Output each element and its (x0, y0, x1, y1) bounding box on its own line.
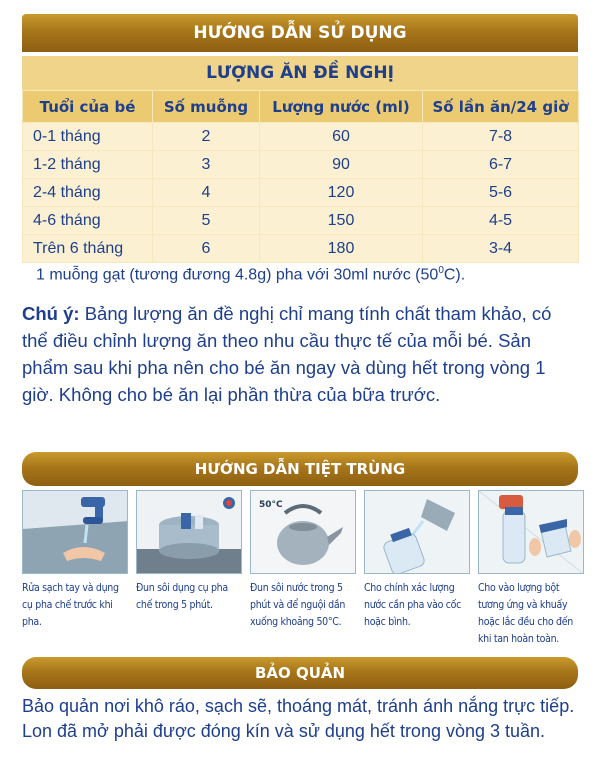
cell-scoops: 6 (153, 235, 260, 263)
step-2-text: Đun sôi dụng cụ pha chế trong 5 phút. (136, 582, 228, 611)
shake-bottle-illustration (478, 490, 584, 574)
hand-washing-illustration (22, 490, 128, 574)
cell-scoops: 2 (153, 123, 260, 151)
table-row (23, 235, 579, 263)
kettle-illustration (250, 490, 356, 574)
cell-water: 150 (260, 207, 423, 235)
caution-label: Chú ý: (22, 303, 80, 324)
cell-feeds: 5-6 (423, 179, 579, 207)
cell-water: 60 (260, 123, 423, 151)
pour-water-illustration (364, 490, 470, 574)
step-4 (364, 490, 470, 631)
usage-title: HƯỚNG DẪN SỬ DỤNG (22, 14, 578, 52)
step-3-text: Đun sôi nước trong 5 phút và để nguội dần xuống khoảng 50°C. (250, 582, 346, 628)
cell-feeds: 6-7 (423, 151, 579, 179)
step-5 (478, 490, 584, 648)
scoop-note: 1 muỗng gạt (tương đương 4.8g) pha với 30ml nước $(50^0C)$. (36, 265, 466, 284)
col-header-feeds: Số lần ăn/24 giờ (423, 91, 579, 123)
step-3 (250, 490, 356, 631)
step-4-text: Cho chính xác lượng nước cần pha vào cốc hoặc bình. (364, 582, 462, 628)
table-row (23, 207, 579, 235)
cell-feeds: 7-8 (423, 123, 579, 151)
cell-water: 90 (260, 151, 423, 179)
boiling-pot-illustration (136, 490, 242, 574)
feeding-table (22, 56, 578, 263)
step-1-text: Rửa sạch tay và dụng cụ pha chế trước khi pha. (22, 582, 119, 628)
cell-scoops: 3 (153, 151, 260, 179)
col-header-scoops: Số muỗng (153, 91, 260, 123)
col-header-water: Lượng nước (ml) (260, 91, 423, 123)
step-5-text: Cho vào lượng bột tương ứng và khuấy hoặc lắc đều cho đến khi tan hoàn toàn. (478, 582, 573, 645)
sterilize-title: HƯỚNG DẪN TIỆT TRÙNG (22, 452, 578, 486)
table-row (23, 151, 579, 179)
cell-age: 1-2 tháng (23, 151, 153, 179)
table-title: LƯỢNG ĂN ĐỀ NGHỊ (22, 56, 578, 90)
cell-age: 4-6 tháng (23, 207, 153, 235)
table-header-row (23, 91, 579, 123)
caution-text: Bảng lượng ăn đề nghị chỉ mang tính chất tham khảo, có thể điều chỉnh lượng ăn theo nhu cầu thực tế của mỗi bé. Sản phẩm sau khi pha nên cho bé ăn ngay và dùng hết trong vòng 1 giờ. Không cho bé ăn lại phần thừa của bữa trước. (22, 303, 552, 405)
cell-scoops: 4 (153, 179, 260, 207)
step-2 (136, 490, 242, 614)
step-1 (22, 490, 128, 631)
cell-age: Trên 6 tháng (23, 235, 153, 263)
col-header-age: Tuổi của bé (23, 91, 153, 123)
storage-text: Bảo quản nơi khô ráo, sạch sẽ, thoáng mát, tránh ánh nắng trực tiếp. Lon đã mở phải được đóng kín và sử dụng hết trong vòng 3 tuần. (22, 696, 575, 741)
cell-age: 2-4 tháng (23, 179, 153, 207)
cell-feeds: 4-5 (423, 207, 579, 235)
storage-title: BẢO QUẢN (22, 657, 578, 689)
cell-water: 120 (260, 179, 423, 207)
cell-water: 180 (260, 235, 423, 263)
cell-age: 0-1 tháng (23, 123, 153, 151)
cell-feeds: 3-4 (423, 235, 579, 263)
table-row (23, 123, 579, 151)
table-row (23, 179, 579, 207)
kettle-temperature-label: 50°C (259, 500, 283, 510)
caution-paragraph (22, 300, 582, 408)
cell-scoops: 5 (153, 207, 260, 235)
sterilize-steps (22, 490, 582, 650)
